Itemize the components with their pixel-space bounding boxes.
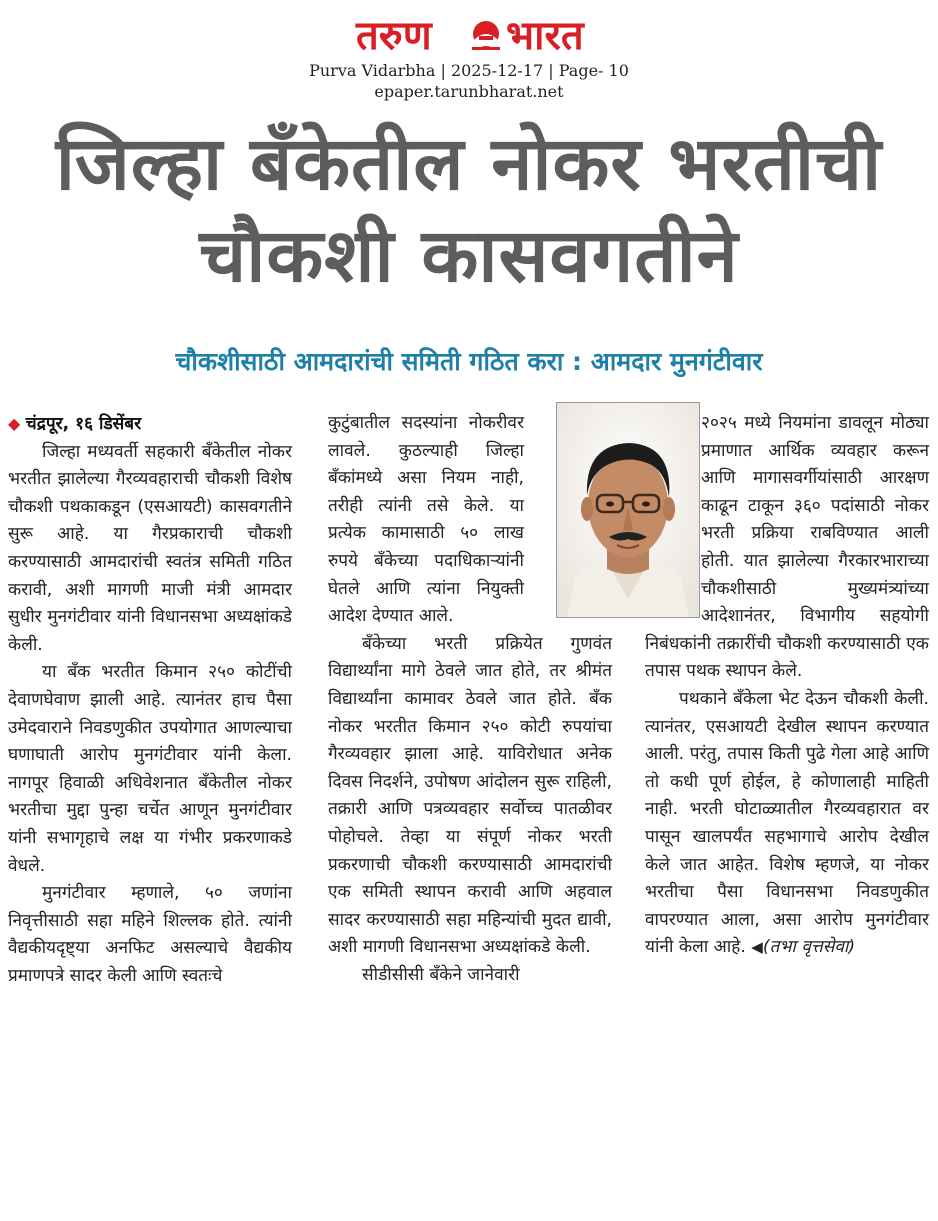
logo-text-left: तरुण (356, 13, 432, 59)
left-triangle-icon: ◀ (751, 938, 763, 957)
portrait-illustration (557, 403, 699, 617)
paragraph: २०२५ मध्ये नियमांना डावलून मोठ्या प्रमाणात आर्थिक व्यवहार करून आणि मागासवर्गीयांसाठी आरक्षण काढून टाकून ३६० पदांसाठी नोकर भरती प्रक्रिया राबविण्यात आली होती. यात झालेल्या गैरकारभाराच्या चौकशीसाठी मुख्यमंत्र्यांच्या आदेशानंतर, विभागीय सहयोगी निबंधकांनी तक्रारींची चौकशी करण्यासाठी एक तपास पथक स्थापन केले. (645, 413, 929, 682)
masthead (0, 0, 938, 104)
dateline-text: चंद्रपूर, १६ डिसेंबर (25, 414, 142, 434)
logo-emblem-icon (468, 18, 504, 54)
headline-line-1: जिल्हा बँकेतील नोकर भरतीची (55, 121, 883, 207)
edition-info (0, 60, 938, 102)
edition-line: Purva Vidarbha | 2025-12-17 | Page- 10 (309, 61, 629, 80)
newspaper-logo[interactable] (356, 12, 608, 60)
paragraph: जिल्हा मध्यवर्ती सहकारी बँकेतील नोकर भरतीत झालेल्या गैरव्यवहाराची चौकशी विशेष चौकशी पथकाकडून (एसआयटी) कासवगतीने सुरू आहे. या गैरप्रकाराची चौकशी करण्यासाठी आमदारांची स्वतंत्र समिती गठित करावी, अशी मागणी माजी मंत्री आमदार सुधीर मुनगंटीवार यांनी विधानसभा अध्यक्षांकडे केली. (8, 441, 292, 655)
headline-line-2: चौकशी कासवगतीने (199, 213, 739, 299)
paragraph-text: पथकाने बँकेला भेट देऊन चौकशी केली. त्यानंतर, एसआयटी देखील स्थापन करण्यात आली. परंतु, तपास किती पुढे गेला आहे आणि तो कधी पूर्ण होईल, हे कोणालाही माहिती नाही. भरती घोटाळ्यातील गैरव्यवहारात वर पासून खालपर्यंत सहभागाचे आरोप देखील केले जात आहेत. विशेष म्हणजे, या नोकर भरतीचा पैसा विधानसभा निवडणुकीत वापरण्यात आला, असा आरोप मुनगंटीवार यांनी केला आहे. (645, 688, 929, 958)
logo-text-right: भारत (506, 13, 584, 59)
portrait-photo[interactable] (556, 402, 700, 618)
paragraph: सीडीसीसी बँकेने जानेवारी (362, 964, 520, 985)
news-agency-credit: (तभा वृत्तसेवा) (762, 937, 856, 958)
headline (0, 118, 938, 302)
dateline (8, 410, 292, 439)
site-url[interactable]: epaper.tarunbharat.net (374, 82, 564, 101)
subheadline: चौकशीसाठी आमदारांची समिती गठित करा : आमदार मुनगंटीवार (175, 347, 763, 376)
paragraph: बँकेच्या भरती प्रक्रियेत गुणवंत विद्यार्थ्यांना मागे ठेवले जात होते, तर श्रीमंत विद्यार्थ्यांना कामावर ठेवले जात होते. बँक नोकर भरतीत किमान २५० कोटी रुपयांचा गैरव्यवहार झाला आहे. याविरोधात अनेक दिवस निदर्शने, उपोषण आंदोलन सुरू राहिली, तक्रारी आणि पत्रव्यवहार सर्वोच्च पातळीवर पोहोचले. तेव्हा या संपूर्ण नोकर भरती प्रकरणाची चौकशी करण्यासाठी आमदारांची एक समिती स्थापन करावी आणि अहवाल सादर करण्यासाठी सहा महिन्यांची मुदत द्यावी, अशी मागणी विधानसभा अध्यक्षांकडे केली. (328, 633, 612, 958)
paragraph: मुनगंटीवार म्हणाले, ५० जणांना निवृत्तीसाठी सहा महिने शिल्लक होते. त्यांनी वैद्यकीयदृष्ट्या अनफिट असल्याचे वैद्यकीय प्रमाणपत्रे सादर केली आणि स्वतःचे (8, 883, 292, 986)
paragraph: या बँक भरतीत किमान २५० कोटींची देवाणघेवाण झाली आहे. त्यानंतर हाच पैसा उमेदवाराने निवडणुकीत उपयोगात आणल्याचा घणाघाती आरोप मुनगंटीवार यांनी केला. नागपूर हिवाळी अधिवेशनात बँकेतील नोकर भरतीचा मुद्दा पुन्हा चर्चेत आणून मुनगंटीवार यांनी सभागृहाचे लक्ष या गंभीर प्रकरणाकडे वेधले. (8, 662, 292, 876)
diamond-bullet-icon: ◆ (8, 414, 21, 433)
article-column-1 (8, 410, 292, 990)
paragraph: कुटुंबातील सदस्यांना नोकरीवर लावले. कुठल्याही जिल्हा बँकांमध्ये असा नियम नाही, तरीही त्यांनी तसे केले. या प्रत्येक कामासाठी ५० लाख रुपये बँकेच्या पदाधिकाऱ्यांनी घेतले आणि त्यांना नियुक्ती आदेश देण्यात आले. (328, 413, 524, 627)
paragraph (645, 686, 929, 962)
